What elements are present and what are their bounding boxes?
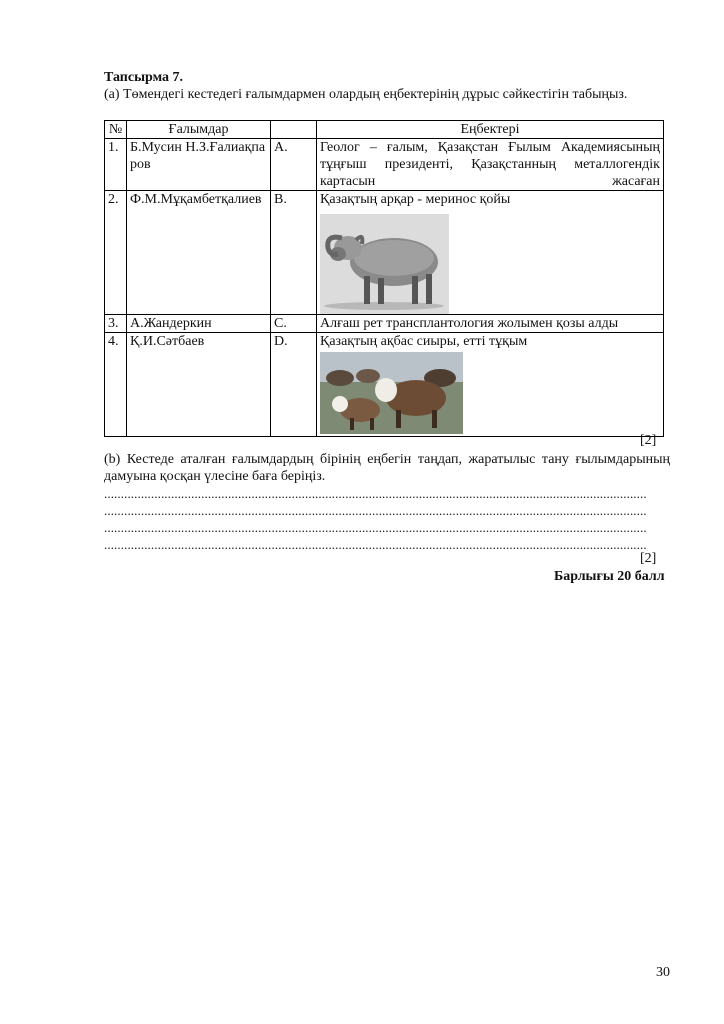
row-number: 4.: [105, 333, 127, 437]
cows-photo: [320, 352, 463, 434]
row-letter: A.: [271, 139, 317, 191]
table-row: [105, 139, 664, 191]
answer-line[interactable]: ..................................................................................................................................................................: [104, 486, 647, 501]
row-work: Алғаш рет трансплантология жолымен қозы алды: [317, 315, 664, 333]
mark-part-a: [2]: [640, 433, 657, 448]
header-number: №: [105, 121, 127, 139]
mark-part-b: [2]: [640, 551, 657, 566]
header-blank: [271, 121, 317, 139]
row-work: Қазақтың арқар - меринос қойы: [320, 192, 511, 207]
row-work-cell: [317, 191, 664, 315]
row-letter: B.: [271, 191, 317, 315]
header-works: Еңбектері: [317, 121, 664, 139]
table-row: [105, 333, 664, 437]
matching-table: [104, 120, 664, 437]
row-work: Қазақтың ақбас сиыры, етті тұқым: [320, 334, 528, 349]
sheep-photo: [320, 214, 449, 314]
task-title: Тапсырма 7.: [104, 70, 184, 85]
task-part-b: (b) Кестеде аталған ғалымдардың бірінің еңбегін таңдап, жаратылыс тану ғылымдарының дамуына қосқан үлесіне баға беріңіз.: [104, 452, 670, 484]
row-number: 2.: [105, 191, 127, 315]
table-row: [105, 191, 664, 315]
table-row: [105, 315, 664, 333]
row-work: Геолог – ғалым, Қазақстан Ғылым Академиясының тұңғыш президенті, Қазақстанның металлогендік картасын жасаған: [317, 139, 664, 191]
row-scientist: Б.Мусин Н.З.Ғалиақпаров: [127, 139, 271, 191]
row-work-cell: [317, 333, 664, 437]
header-scientists: Ғалымдар: [127, 121, 271, 139]
row-scientist: Ф.М.Мұқамбетқалиев: [127, 191, 271, 315]
row-letter: D.: [271, 333, 317, 437]
row-scientist: А.Жандеркин: [127, 315, 271, 333]
total-score: Барлығы 20 балл: [554, 569, 665, 584]
task-part-a: (a) Төмендегі кестедегі ғалымдармен олардың еңбектерінің дұрыс сәйкестігін табыңыз.: [104, 87, 628, 102]
page-number: 30: [656, 965, 670, 980]
answer-line[interactable]: ..................................................................................................................................................................: [104, 520, 647, 535]
row-scientist: Қ.И.Сәтбаев: [127, 333, 271, 437]
row-letter: C.: [271, 315, 317, 333]
row-number: 1.: [105, 139, 127, 191]
row-number: 3.: [105, 315, 127, 333]
answer-line[interactable]: ..................................................................................................................................................................: [104, 537, 647, 552]
answer-line[interactable]: ..................................................................................................................................................................: [104, 503, 647, 518]
table-header-row: [105, 121, 664, 139]
